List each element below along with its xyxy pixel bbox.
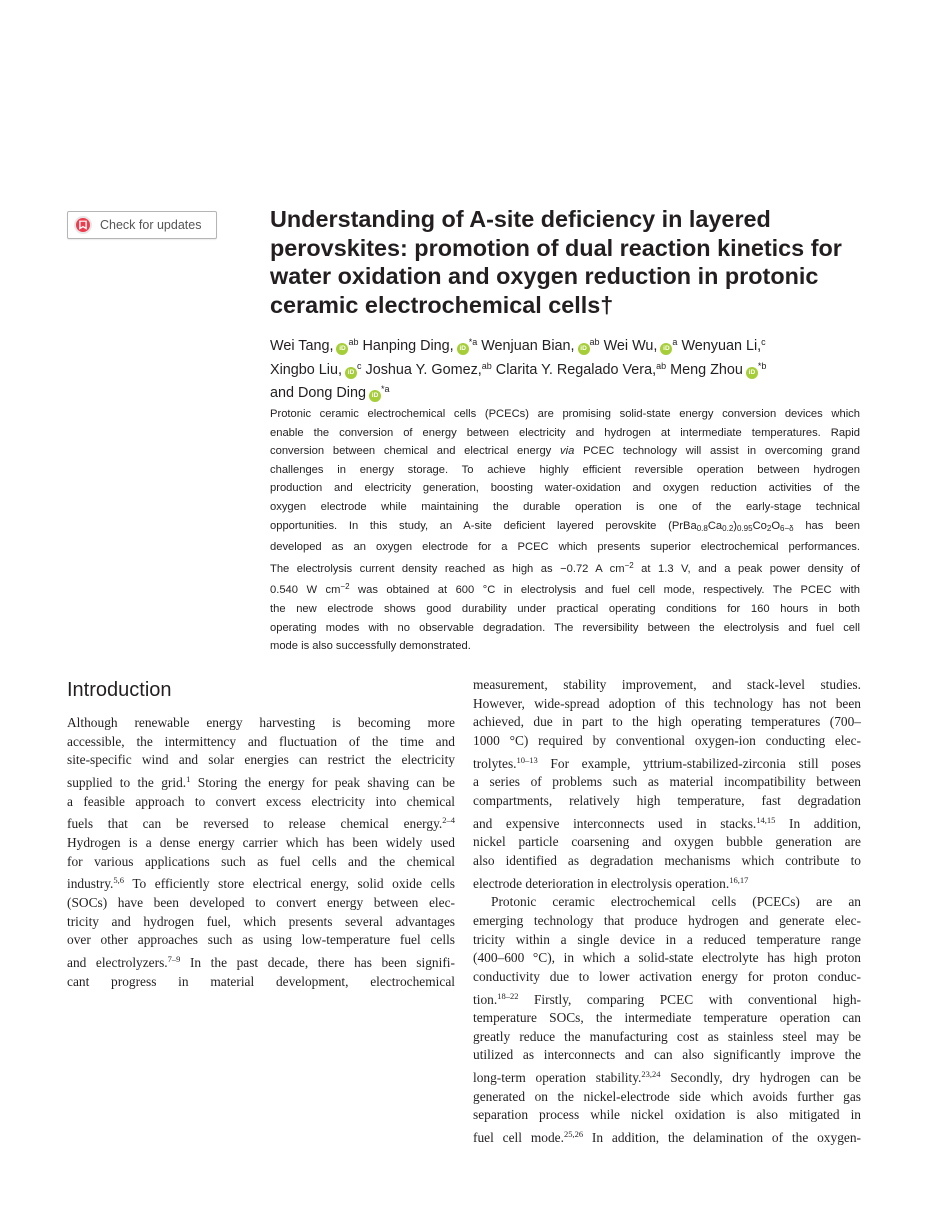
body-text: tion. [473,991,498,1007]
body-line [473,1065,861,1088]
body-line: accessible, the intermittency and fluctuation of the time and [67,733,455,749]
author-affiliation: c [357,360,362,371]
body-line: separation process while nickel oxidation is also mitigated in [473,1107,861,1123]
abstract-line: production and electricity generation, boosting water-oxidation and oxygen reduction activities of the [270,482,860,495]
orcid-icon[interactable]: iD [457,343,469,355]
abstract [270,405,860,656]
body-line: (SOCs) have been developed to convert energy between elec- [67,894,455,910]
author-name: Hanping Ding, [362,338,454,354]
body-text: trolytes. [473,755,517,771]
author-name: Meng Zhou [670,361,743,378]
citation-ref[interactable]: 2–4 [442,815,455,826]
body-line: greatly reduce the manufacturing cost as stainless steel may be [473,1028,861,1044]
orcid-icon[interactable]: iD [746,367,758,379]
body-text: and expensive interconnects used in stacks. [473,815,757,831]
body-text: In addition, the delamination of the oxygen- [583,1130,861,1146]
body-line [473,1125,861,1148]
body-line: a series of problems such as material incompatibility between [473,774,861,790]
body-line [473,987,861,1010]
author-affiliation: *a [468,337,478,347]
body-text: Storing the energy for peak shaving can be [190,774,455,790]
author-name: and Dong Ding [270,385,367,401]
article-title [270,205,890,319]
author-name: Clarita Y. Regalado Vera, [495,361,657,378]
formula-text: Co [752,519,767,532]
citation-ref[interactable]: 7–9 [167,953,181,964]
abstract-text: has been [793,519,860,532]
formula-text: O [771,519,781,532]
check-updates-label: Check for updates [100,218,202,232]
body-line [67,871,455,894]
abstract-formula-line [270,517,860,539]
body-line: conductivity due to lower activation energy for proton conduc- [473,968,861,984]
body-line [473,811,861,834]
author-name: Wenjuan Bian, [481,338,575,354]
body-line: 1000 °C) required by conventional oxygen-ion conducting elec- [473,732,861,748]
author-affiliation: c [761,337,766,347]
body-text: fuel cell mode. [473,1130,564,1146]
body-line [67,770,455,793]
abstract-text: The electrolysis current density reached as high as −0.72 A cm [270,562,625,575]
author-name: Wei Tang, [270,338,334,354]
author-affiliation: ab [589,337,600,347]
body-line: Protonic ceramic electrochemical cells (PCECs) are an [491,894,861,910]
body-line: nickel particle coarsening and oxygen bubble generation are [473,834,861,850]
author-affiliation: ab [348,337,359,347]
author-name: Joshua Y. Gomez, [365,361,482,378]
body-line: site-specific wind and solar energies can restrict the electricity [67,752,455,768]
abstract-line: operating modes with no observable degradation. The reversibility between the electrolysis and fuel cell [270,621,860,634]
body-line: (400–600 °C), in which a solid-state electrolyte has high proton [473,950,861,966]
citation-ref[interactable]: 5,6 [113,875,124,886]
abstract-text: conversion between chemical and electrical energy [270,445,561,458]
abstract-line [270,578,860,600]
author-line [270,357,870,381]
author-line [270,380,870,404]
unit-superscript: −2 [624,560,634,570]
body-text: For example, yttrium-stabilized-zirconia still poses [537,755,861,771]
author-affiliation: *b [757,360,767,371]
check-for-updates-button[interactable] [67,211,217,239]
body-line [473,751,861,774]
author-affiliation: ab [481,360,492,371]
body-text: In addition, [775,815,861,831]
author-list [270,333,870,404]
body-line: a feasible approach to convert excess electricity into chemical [67,793,455,809]
orcid-icon[interactable]: iD [345,367,357,379]
citation-ref[interactable]: 18–22 [497,990,519,1001]
title-line: perovskites: promotion of dual reaction kinetics for [270,234,842,261]
abstract-line: developed as an oxygen electrode for a PCEC which presents superior electrochemical performances. [270,541,860,554]
body-line: for various applications such as fuel cells and the chemical [67,853,455,869]
citation-ref[interactable]: 14,15 [756,814,776,825]
body-line: also identified as degradation mechanisms which contribute to [473,852,861,868]
body-line [67,950,455,973]
abstract-text: was obtained at 600 °C in electrolysis and fuel cell mode, respectively. The PCEC with [349,584,861,597]
orcid-icon[interactable]: iD [660,343,672,355]
body-text: long-term operation stability. [473,1070,642,1086]
body-line: generated on the nickel-electrode side which avoids further gas [473,1088,861,1104]
body-line: compartments, relatively high temperature, fast degradation [473,792,861,808]
unit-superscript: −2 [340,582,350,592]
abstract-text: at 1.3 V, and a peak power density of [633,562,860,575]
body-text: In the past decade, there has been signifi- [180,954,455,970]
body-text: industry. [67,876,114,892]
author-name: Wei Wu, [603,338,658,354]
formula-subscript: 0.95 [737,523,753,533]
author-affiliation: ab [656,360,667,371]
author-affiliation: a [672,337,678,347]
formula-subscript: 0.8 [696,523,708,533]
body-line: However, wide-spread adoption of this technology has not been [473,695,861,711]
body-column-right [473,676,861,1148]
citation-ref[interactable]: 10–13 [516,754,538,765]
abstract-line [270,557,860,579]
formula-subscript: 2 [766,523,772,533]
body-line: measurement, stability improvement, and stack-level studies. [473,677,861,692]
formula-text: Ca [707,519,723,532]
body-line: Hydrogen is a dense energy carrier which has been widely used [67,834,455,850]
author-affiliation: *a [381,384,390,394]
body-line: temperature SOCs, the intermediate temperature operation can [473,1010,861,1026]
abstract-line: challenges in energy storage. To achieve highly efficient reversible operation between hydrogen [270,463,860,476]
body-column-left [67,714,455,991]
body-line [473,871,861,894]
orcid-icon[interactable]: iD [336,343,348,355]
citation-ref[interactable]: 1 [186,773,191,784]
formula-text: ) [733,519,737,532]
citation-ref[interactable]: 25,26 [563,1129,584,1140]
body-text: Secondly, dry hydrogen can be [660,1070,861,1086]
body-line: utilized as interconnects and can also significantly improve the [473,1047,861,1063]
body-line: tricity within a single device in a reduced temperature range [473,931,861,947]
body-text: Firstly, comparing PCEC with conventional high- [518,991,861,1007]
title-line: water oxidation and oxygen reduction in protonic [270,263,819,289]
abstract-text: PCEC technology will assist in overcoming grand [574,445,860,458]
body-text: fuels that can be reversed to release chemical energy. [67,816,443,832]
abstract-line: oxygen electrode while maintaining the durable operation is one of the early-stage technical [270,500,860,513]
check-updates-icon [73,215,93,235]
body-line: emerging technology that produce hydrogen and generate elec- [473,912,861,928]
orcid-icon[interactable]: iD [369,390,381,402]
body-line: over other approaches such as using low-temperature fuel cells [67,932,455,948]
abstract-text: opportunities. In this study, an A-site deficient layered perovskite (PrBa [270,519,697,532]
body-text: To efficiently store electrical energy, solid oxide cells [124,876,455,892]
title-line: Understanding of A-site deficiency in layered [270,206,771,232]
author-name: Xingbo Liu, [270,361,343,378]
citation-ref[interactable]: 16,17 [729,874,749,885]
abstract-line: the new electrode shows good durability under practical operating conditions for 160 hours in both [270,602,860,615]
author-line [270,333,870,357]
body-text: supplied to the grid. [67,774,187,790]
body-text: electrode deterioration in electrolysis operation. [473,875,730,891]
citation-ref[interactable]: 23,24 [641,1069,661,1080]
section-heading-introduction: Introduction [67,679,172,701]
orcid-icon[interactable]: iD [578,343,590,355]
author-name: Wenyuan Li, [681,338,762,354]
body-line: cant progress in material development, electrochemical [67,973,455,989]
title-line: ceramic electrochemical cells† [270,291,614,318]
formula-subscript: 0.2 [722,523,734,533]
formula-subscript: 6−δ [780,523,794,533]
abstract-line: Protonic ceramic electrochemical cells (PCECs) are promising solid-state energy conversion devices which [270,408,860,420]
abstract-line: enable the conversion of energy between electricity and hydrogen at intermediate temperatures. Rapid [270,426,860,439]
body-line [67,811,455,834]
abstract-text: 0.540 W cm [270,584,341,597]
body-line: achieved, due in part to the high operating temperatures (700– [473,714,861,730]
abstract-line [270,442,860,461]
abstract-line: mode is also successfully demonstrated. [270,640,471,653]
body-text: and electrolyzers. [67,954,168,970]
body-line: Although renewable energy harvesting is becoming more [67,715,455,730]
abstract-italic: via [560,445,575,458]
body-line: tricity and hydrogen fuel, which presents several advantages [67,913,455,929]
